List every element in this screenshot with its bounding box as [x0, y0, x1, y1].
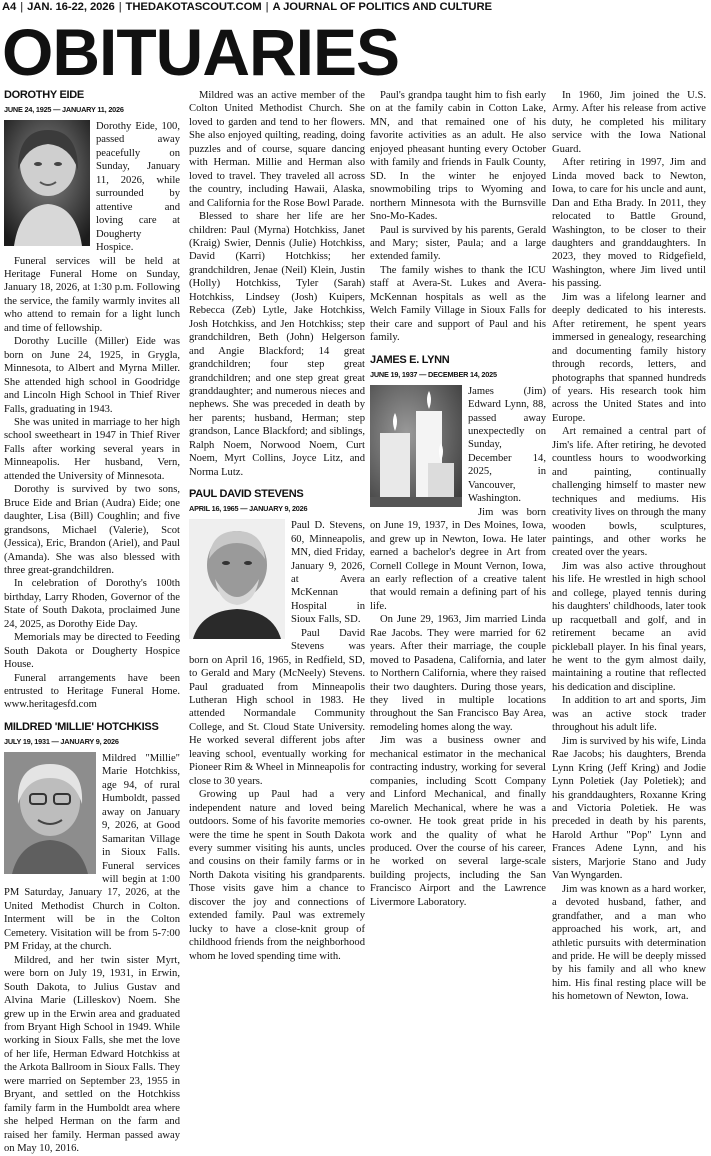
tagline: A JOURNAL OF POLITICS AND CULTURE	[272, 1, 492, 13]
obituary-dorothy-eide	[4, 89, 180, 712]
obituary-paul-stevens	[189, 488, 365, 963]
obituary-mildred-hotchkiss	[4, 721, 180, 1156]
obituary-paragraph: Mildred "Millie" Marie Hotchkiss, age 94, of rural Humboldt, passed away on January 9, 2026, at Good Samaritan Village in Sioux Falls. Funeral services will begin at 1:00 PM Saturday, January 17, 2026, at the United Methodist Church in Colton. Interment will be in the Colton Cemetery. Visitation will be from 5-7:00 PM Friday, at the church.	[4, 752, 180, 953]
obituary-paragraph: Jim was born on June 19, 1937, in Des Moines, Iowa, and grew up in Newton, Iowa. He later earned a bachelor's degree in Art from Cornell College in Mount Vernon, Iowa, an early reflection of a creative talent that would remain a defining part of his life.	[370, 506, 546, 612]
obituary-dates: JUNE 19, 1937 — DECEMBER 14, 2025	[370, 369, 497, 379]
obituary-paul-continued	[370, 89, 546, 345]
obituary-paragraph: Funeral arrangements have been entrusted to Heritage Funeral Home. www.heritagesfd.com	[4, 672, 180, 711]
obituary-name: PAUL DAVID STEVENS	[189, 488, 304, 501]
obituary-paragraph: Mildred, and her twin sister Myrt, were born on July 19, 1931, in Erwin, South Dakota, to Julius Gustav and Alvina Marie (Lilleskov) Noem. She grew up in the Erwin area and graduated from Bryant High School in 1949. While working in Sioux Falls, she met the love of her life, Herman Edward Hotchkiss at the Arkota Ballroom in Sioux Falls. They were married on September 23, 1955 in Bryant, and settled on the Hotchkiss family farm in the Humboldt area where she helped Herman on the farm and raised her family. Herman passed away on May 10, 2016.	[4, 954, 180, 1155]
portrait-photo-icon	[4, 752, 96, 874]
obituary-paragraph: Paul is survived by his parents, Gerald and Mary; sister, Paula; and a large extended family.	[370, 224, 546, 263]
header-separator: |	[265, 1, 269, 13]
obituary-paragraph: Dorothy is survived by two sons, Bruce Eide and Brian (Audra) Eide; one daughter, Lisa (Bill) Coughlin; and five grandsons, Michael (Valerie), Scot (Jessica), Eric, Brandon (Ariel), and Paul (Amanda). She was also blessed with three great-grandchildren.	[4, 484, 180, 576]
obituary-paragraph: James (Jim) Edward Lynn, 88, passed away unexpectedly on Sunday, December 14, 2025, in Vancouver, Washington.	[468, 385, 546, 505]
obituary-mildred-continued	[189, 89, 365, 479]
site-name[interactable]: THEDAKOTASCOUT.COM	[125, 1, 262, 13]
obituary-dates: JUNE 24, 1925 — JANUARY 11, 2026	[4, 105, 124, 114]
obituary-paragraph: Dorothy Lucille (Miller) Eide was born on June 24, 1925, in Grygla, Minnesota, to Albert and Myrna Miller. She attended high school in Goodridge and Lincoln High School in Thief River Falls, graduating in 1943.	[4, 336, 180, 415]
obituary-paragraph: Paul D. Stevens, 60, Minneapolis, MN, died Friday, January 9, 2026, at Avera McKennan Hospital in Sioux Falls, SD.	[291, 520, 365, 626]
header-separator: |	[20, 1, 24, 13]
obituary-paragraph: Jim was known as a hard worker, a devoted husband, father, and grandfather, and a man who approached his work, art, and athletic pursuits with determination and pride. He will be deeply missed by his family and all who knew him. His final resting place will be his hometown of Newton, Iowa.	[552, 883, 706, 1003]
obituary-james-continued	[552, 89, 706, 1004]
obituary-paragraph: Paul's grandpa taught him to fish early on at the family cabin in Cotton Lake, MN, and that remained one of his favorite activities as an adult. He also enjoyed pheasant hunting every October with family and friends in Faulk County, SD. In the winter he enjoyed snowmobiling trips to Wyoming and northern Minnesota with the Burnsville Sno-Mo-Kades.	[370, 90, 546, 223]
obituary-paragraph: Art remained a central part of Jim's life. After retiring, he devoted countless hours to woodworking and painting, continually challenging himself to master new techniques and mediums. His creativity lives on through the many wooden bowls, sculptures, paintings, and other works he created over the years.	[552, 426, 706, 559]
obituary-name: JAMES E. LYNN	[370, 353, 450, 366]
portrait-photo-icon	[189, 519, 285, 639]
obituary-james-lynn	[370, 354, 546, 910]
obituary-dates: JULY 19, 1931 — JANUARY 9, 2026	[4, 736, 119, 746]
obituary-paragraph: Jim was also active throughout his life. He wrestled in high school and college, played tennis during his daughters' childhoods, later took up racquetball and golf, and in retirement became an avid pickleball player. In his final years, he went to the gym almost daily, maintaining a routine that reflected his dedication and discipline.	[552, 560, 706, 693]
obituary-paragraph: Jim is survived by his wife, Linda Rae Jacobs; his daughters, Brenda Lynn Kring (Jeff Kring) and Jodie Lynn Poletiek (Jay Poletiek); and his granddaughters, Roxanne Kring and Victoria Poletiek. He was preceded in death by his parents, Harold Arthur "Pop" Lynn and Frances Adene Lynn, and his sisters, Marjorie Stano and Judy Van Wyngarden.	[552, 735, 706, 882]
column-4	[552, 89, 706, 1080]
obituary-paragraph: Funeral services will be held at Heritage Funeral Home on Sunday, January 18, 2026, at 1:30 p.m. Following the service, the family warmly invites all who attend to remain for a light lunch and time of fellowship.	[4, 255, 180, 334]
obituary-name: MILDRED 'MILLIE' HOTCHKISS	[4, 720, 159, 733]
header-separator: |	[118, 1, 122, 13]
obituary-paragraph: In celebration of Dorothy's 100th birthday, Larry Rhoden, Governor of the State of South Dakota, proclaimed June 24, 2025, as Dorothy Eide Day.	[4, 578, 180, 630]
page-number: A4	[2, 1, 17, 13]
obituary-paragraph: Mildred was an active member of the Colton United Methodist Church. She loved to garden and tend to her flowers. She also enjoyed quilting, reading, doing puzzles and of course, square dancing with Herman. Millie and Herman also loved to travel. They traveled all across the country, including Hawaii, Alaska, and California for the Rose Bowl Parade.	[189, 90, 365, 209]
obituary-name: DOROTHY EIDE	[4, 89, 84, 101]
column-1	[4, 89, 180, 1155]
obituary-paragraph: The family wishes to thank the ICU staff at Avera-St. Lukes and Avera-McKennan hospitals as well as the Welch Family Village in Sioux Falls for their care and support of Paul and his family.	[370, 264, 546, 344]
obituary-paragraph: She was united in marriage to her high school sweetheart in 1947 in Thief River Falls after working several years in Minneapolis. Her husband, Vern, attended the University of Minnesota.	[4, 416, 180, 482]
obituary-paragraph: Paul David Stevens was born on April 16, 1965, in Redfield, SD, to Gerald and Mary (McNeely) Stevens. Paul graduated from Minneapolis Lutheran High school in 1983. He attended Normandale Community College, and St. Cloud State University. He worked several different jobs after leaving school, eventually working for Pioneer Rim & Wheel in Minneapolis for close to 30 years.	[189, 627, 365, 787]
portrait-photo-icon	[4, 120, 90, 246]
obituary-dates: APRIL 16, 1965 — JANUARY 9, 2026	[189, 504, 308, 514]
column-3	[370, 89, 546, 1080]
obituary-paragraph: In 1960, Jim joined the U.S. Army. After his release from active duty, he completed his military service with the Iowa National Guard.	[552, 90, 706, 155]
obituary-paragraph: Dorothy Eide, 100, passed away peacefully on Sunday, January 11, 2026, while surrounded by attentive and loving care at Dougherty Hospice.	[96, 121, 180, 254]
issue-dates: JAN. 16-22, 2026	[27, 1, 115, 13]
candles-photo-icon	[370, 385, 462, 507]
page-header	[2, 0, 492, 15]
obituary-paragraph: In addition to art and sports, Jim was an active stock trader throughout his adult life.	[552, 695, 706, 734]
obituary-paragraph: Memorials may be directed to Feeding South Dakota or Dougherty Hospice House.	[4, 632, 180, 671]
section-title: OBITUARIES	[2, 15, 400, 89]
obituary-paragraph: Growing up Paul had a very independent nature and loved being outdoors. Some of his favorite memories were the time he spent in South Dakota every summer visiting his aunts, uncles and cousins on their family farms or in North Dakota visiting his grandparents. Those visits gave him a chance to discover the joy and connections of extended family. Paul was extremely lucky to have a close-knit group of childhood friends from the neighborhood whom he loved spending time with.	[189, 789, 365, 962]
obituary-paragraph: Jim was a lifelong learner and deeply dedicated to his interests. After retirement, he spent years immersed in genealogy, researching and documenting family history through records, letters, and photographs that spanned hundreds of years. His research took him across the United States and into Europe.	[552, 291, 706, 424]
column-2	[189, 89, 365, 1080]
obituary-paragraph: After retiring in 1997, Jim and Linda moved back to Newton, Iowa, to care for his uncle and aunt, Dan and Etha Brady. In 2011, they relocated to Battle Ground, Washington, to be closer to their daughters and granddaughters. In 2023, they moved to Ridgefield, Washington, where Jim lived until his passing.	[552, 157, 706, 290]
obituary-paragraph: On June 29, 1963, Jim married Linda Rae Jacobs. They were married for 62 years. After their marriage, the couple moved to Pasadena, California, and later to Northern California, where they raised their two daughters. During those years, they lived in multiple locations throughout the San Francisco Bay Area, remodeling homes along the way.	[370, 614, 546, 733]
obituary-paragraph: Blessed to share her life are her children: Paul (Myrna) Hotchkiss, Janet (Kraig) Swier, Dennis (Julie) Hotchkiss, David (Karri) Hotchkiss; her grandchildren, Jenae (Neil) Klein, Justin (Holly) Hotchkiss, Tyler (Sarah) Hotchkiss, Lindsey (Josh) Kuipers, Rebecca (Zeb) Lytle, Jake Hotchkiss, Josh Hotchkiss, and Jen Hotchkiss; step grandchildren, Beth (John) Helgerson and Angie Blackford; 14 great grandchildren; four step great grandchildren; and one step great great granddaughter; and numerous nieces and nephews. She was preceded in death by her parents; husband, Herman; step grandson, Lance Blackford; and siblings, Ralph Noem, Norwood Noem, Curt Noem, Myrt Collins, Joyce Litz, and Norma Lutz.	[189, 211, 365, 478]
obituary-paragraph: Jim was a business owner and mechanical estimator in the mechanical contracting industry, working for several companies, including Scott Company and Linford Mechanical, and finally Marelich Mechanical, where he was a co-owner. He took great pride in his work and the quality of what he produced. Over the course of his career, he worked on several large-scale building projects, including the San Francisco Airport and the Lawrence Livermore Laboratory.	[370, 735, 546, 908]
